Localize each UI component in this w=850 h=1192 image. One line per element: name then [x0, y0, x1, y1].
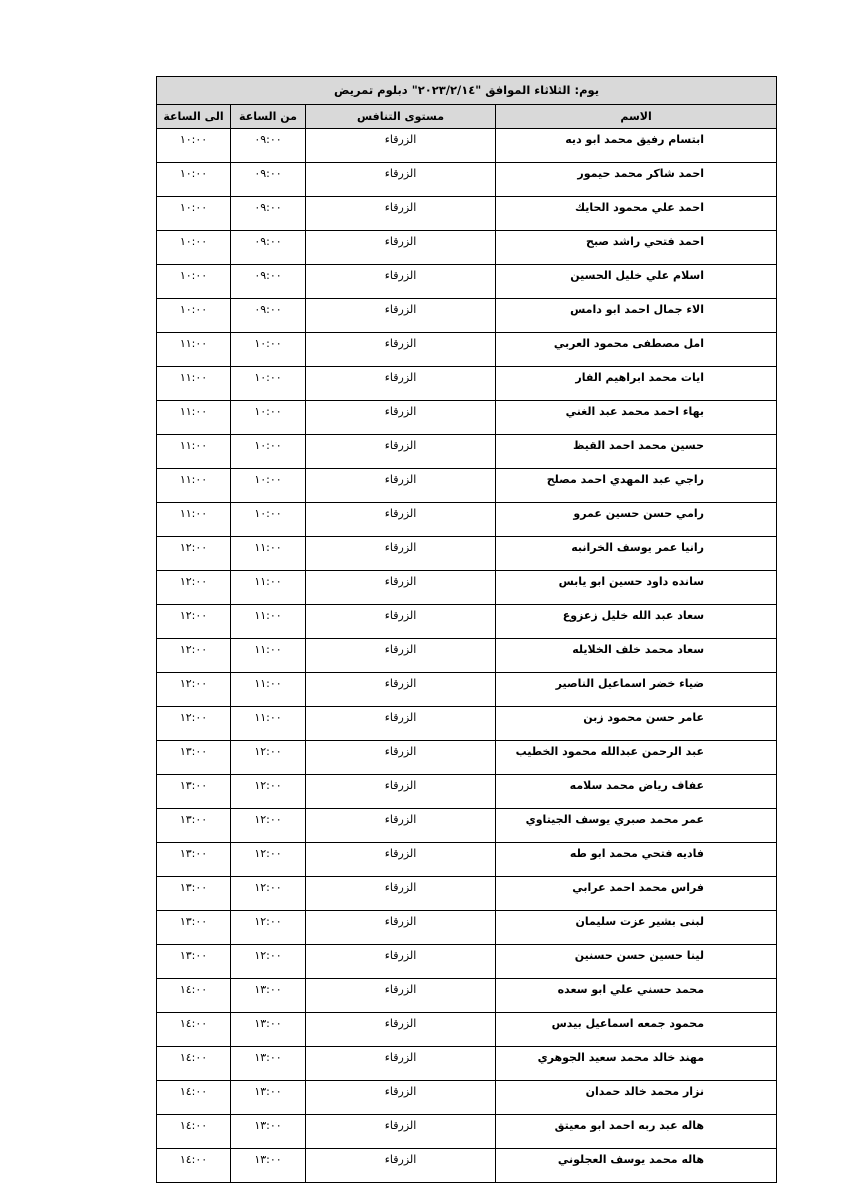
level-cell: الزرقاء: [306, 537, 496, 571]
to-time-cell: ١٢:٠٠: [157, 605, 231, 639]
name-cell: احمد علي محمود الحايك: [496, 197, 777, 231]
level-cell: الزرقاء: [306, 1115, 496, 1149]
level-cell: الزرقاء: [306, 673, 496, 707]
table-row: [157, 911, 777, 945]
name-cell: محمد حسني علي ابو سعده: [496, 979, 777, 1013]
from-time-cell: ١١:٠٠: [231, 673, 306, 707]
level-cell: الزرقاء: [306, 129, 496, 163]
to-time-cell: ١٤:٠٠: [157, 1081, 231, 1115]
from-time-cell: ١٠:٠٠: [231, 503, 306, 537]
to-time-cell: ١٢:٠٠: [157, 571, 231, 605]
to-time-cell: ١٣:٠٠: [157, 741, 231, 775]
from-time-cell: ١٠:٠٠: [231, 367, 306, 401]
name-cell: سانده داود حسين ابو يابس: [496, 571, 777, 605]
table-row: [157, 741, 777, 775]
to-time-cell: ١٣:٠٠: [157, 843, 231, 877]
name-cell: فراس محمد احمد عرابي: [496, 877, 777, 911]
level-cell: الزرقاء: [306, 775, 496, 809]
table-row: [157, 673, 777, 707]
to-time-cell: ١٠:٠٠: [157, 163, 231, 197]
level-cell: الزرقاء: [306, 1047, 496, 1081]
from-time-cell: ٠٩:٠٠: [231, 129, 306, 163]
name-cell: بهاء احمد محمد عبد الغني: [496, 401, 777, 435]
level-cell: الزرقاء: [306, 877, 496, 911]
name-cell: لبنى بشير عزت سليمان: [496, 911, 777, 945]
level-cell: الزرقاء: [306, 571, 496, 605]
level-cell: الزرقاء: [306, 231, 496, 265]
to-time-cell: ١٠:٠٠: [157, 299, 231, 333]
table-row: [157, 503, 777, 537]
from-time-cell: ١٣:٠٠: [231, 979, 306, 1013]
column-header-level: مستوى التنافس: [306, 105, 496, 129]
to-time-cell: ١٤:٠٠: [157, 1047, 231, 1081]
from-time-cell: ١١:٠٠: [231, 639, 306, 673]
table-row: [157, 605, 777, 639]
from-time-cell: ١٢:٠٠: [231, 809, 306, 843]
name-cell: سعاد محمد خلف الخلايله: [496, 639, 777, 673]
table-row: [157, 775, 777, 809]
table-row: [157, 231, 777, 265]
header-row: [157, 105, 777, 129]
name-cell: هاله محمد يوسف العجلوني: [496, 1149, 777, 1183]
name-cell: ابتسام رفيق محمد ابو ديه: [496, 129, 777, 163]
level-cell: الزرقاء: [306, 265, 496, 299]
column-header-from: من الساعة: [231, 105, 306, 129]
table-row: [157, 945, 777, 979]
name-cell: عفاف رياض محمد سلامه: [496, 775, 777, 809]
table-row: [157, 197, 777, 231]
table-row: [157, 469, 777, 503]
level-cell: الزرقاء: [306, 605, 496, 639]
name-cell: الاء جمال احمد ابو دامس: [496, 299, 777, 333]
table-row: [157, 639, 777, 673]
table-row: [157, 843, 777, 877]
table-row: [157, 537, 777, 571]
name-cell: محمود جمعه اسماعيل بيدس: [496, 1013, 777, 1047]
name-cell: حسين محمد احمد القيظ: [496, 435, 777, 469]
from-time-cell: ١١:٠٠: [231, 571, 306, 605]
to-time-cell: ١٤:٠٠: [157, 1115, 231, 1149]
level-cell: الزرقاء: [306, 1081, 496, 1115]
level-cell: الزرقاء: [306, 367, 496, 401]
table-row: [157, 1013, 777, 1047]
level-cell: الزرقاء: [306, 945, 496, 979]
level-cell: الزرقاء: [306, 333, 496, 367]
from-time-cell: ١١:٠٠: [231, 537, 306, 571]
to-time-cell: ١١:٠٠: [157, 469, 231, 503]
to-time-cell: ١٠:٠٠: [157, 231, 231, 265]
name-cell: عبد الرحمن عبدالله محمود الخطيب: [496, 741, 777, 775]
from-time-cell: ١٢:٠٠: [231, 945, 306, 979]
level-cell: الزرقاء: [306, 299, 496, 333]
name-cell: ضياء خضر اسماعيل الناصير: [496, 673, 777, 707]
level-cell: الزرقاء: [306, 809, 496, 843]
level-cell: الزرقاء: [306, 639, 496, 673]
name-cell: ايات محمد ابراهيم الفار: [496, 367, 777, 401]
table-row: [157, 1149, 777, 1183]
table-row: [157, 129, 777, 163]
schedule-table: [156, 76, 777, 1183]
level-cell: الزرقاء: [306, 163, 496, 197]
level-cell: الزرقاء: [306, 503, 496, 537]
name-cell: فاديه فتحي محمد ابو طه: [496, 843, 777, 877]
from-time-cell: ٠٩:٠٠: [231, 197, 306, 231]
table-row: [157, 1081, 777, 1115]
level-cell: الزرقاء: [306, 843, 496, 877]
to-time-cell: ١١:٠٠: [157, 367, 231, 401]
to-time-cell: ١٠:٠٠: [157, 265, 231, 299]
to-time-cell: ١١:٠٠: [157, 503, 231, 537]
schedule-sheet: [156, 76, 776, 1183]
table-row: [157, 435, 777, 469]
to-time-cell: ١١:٠٠: [157, 401, 231, 435]
from-time-cell: ١٠:٠٠: [231, 469, 306, 503]
from-time-cell: ٠٩:٠٠: [231, 231, 306, 265]
to-time-cell: ١٣:٠٠: [157, 877, 231, 911]
table-row: [157, 401, 777, 435]
table-body: [157, 129, 777, 1183]
level-cell: الزرقاء: [306, 401, 496, 435]
name-cell: راجي عبد المهدي احمد مصلح: [496, 469, 777, 503]
from-time-cell: ١٠:٠٠: [231, 435, 306, 469]
to-time-cell: ١٢:٠٠: [157, 707, 231, 741]
to-time-cell: ١٢:٠٠: [157, 639, 231, 673]
name-cell: لينا حسين حسن حسنين: [496, 945, 777, 979]
level-cell: الزرقاء: [306, 707, 496, 741]
table-row: [157, 809, 777, 843]
name-cell: عمر محمد صبري يوسف الجيتاوي: [496, 809, 777, 843]
name-cell: مهند خالد محمد سعيد الجوهري: [496, 1047, 777, 1081]
table-row: [157, 333, 777, 367]
level-cell: الزرقاء: [306, 435, 496, 469]
table-row: [157, 299, 777, 333]
name-cell: رامي حسن حسين عمرو: [496, 503, 777, 537]
name-cell: نزار محمد خالد حمدان: [496, 1081, 777, 1115]
from-time-cell: ١٠:٠٠: [231, 333, 306, 367]
name-cell: احمد فتحي راشد صبح: [496, 231, 777, 265]
name-cell: رانيا عمر يوسف الخرانبه: [496, 537, 777, 571]
to-time-cell: ١٤:٠٠: [157, 1149, 231, 1183]
level-cell: الزرقاء: [306, 469, 496, 503]
to-time-cell: ١٢:٠٠: [157, 537, 231, 571]
from-time-cell: ١٠:٠٠: [231, 401, 306, 435]
table-row: [157, 979, 777, 1013]
to-time-cell: ١٢:٠٠: [157, 673, 231, 707]
level-cell: الزرقاء: [306, 197, 496, 231]
table-row: [157, 571, 777, 605]
to-time-cell: ١٠:٠٠: [157, 129, 231, 163]
to-time-cell: ١١:٠٠: [157, 333, 231, 367]
to-time-cell: ١٠:٠٠: [157, 197, 231, 231]
to-time-cell: ١٣:٠٠: [157, 911, 231, 945]
to-time-cell: ١١:٠٠: [157, 435, 231, 469]
to-time-cell: ١٣:٠٠: [157, 945, 231, 979]
name-cell: امل مصطفى محمود العربي: [496, 333, 777, 367]
from-time-cell: ٠٩:٠٠: [231, 265, 306, 299]
from-time-cell: ١٣:٠٠: [231, 1013, 306, 1047]
to-time-cell: ١٤:٠٠: [157, 979, 231, 1013]
name-cell: احمد شاكر محمد حيمور: [496, 163, 777, 197]
name-cell: اسلام علي خليل الحسين: [496, 265, 777, 299]
name-cell: سعاد عبد الله خليل زعزوع: [496, 605, 777, 639]
table-row: [157, 707, 777, 741]
from-time-cell: ١٣:٠٠: [231, 1149, 306, 1183]
level-cell: الزرقاء: [306, 979, 496, 1013]
to-time-cell: ١٣:٠٠: [157, 809, 231, 843]
table-title-row: [157, 77, 777, 105]
from-time-cell: ١٢:٠٠: [231, 741, 306, 775]
from-time-cell: ١١:٠٠: [231, 605, 306, 639]
from-time-cell: ٠٩:٠٠: [231, 299, 306, 333]
from-time-cell: ١٣:٠٠: [231, 1115, 306, 1149]
level-cell: الزرقاء: [306, 1013, 496, 1047]
from-time-cell: ١١:٠٠: [231, 707, 306, 741]
column-header-name: الاسم: [496, 105, 777, 129]
name-cell: هاله عبد ربه احمد ابو معيتق: [496, 1115, 777, 1149]
table-row: [157, 367, 777, 401]
table-row: [157, 265, 777, 299]
from-time-cell: ٠٩:٠٠: [231, 163, 306, 197]
table-row: [157, 163, 777, 197]
table-row: [157, 1115, 777, 1149]
from-time-cell: ١٢:٠٠: [231, 877, 306, 911]
level-cell: الزرقاء: [306, 741, 496, 775]
to-time-cell: ١٣:٠٠: [157, 775, 231, 809]
from-time-cell: ١٣:٠٠: [231, 1047, 306, 1081]
from-time-cell: ١٣:٠٠: [231, 1081, 306, 1115]
table-row: [157, 877, 777, 911]
to-time-cell: ١٤:٠٠: [157, 1013, 231, 1047]
from-time-cell: ١٢:٠٠: [231, 843, 306, 877]
from-time-cell: ١٢:٠٠: [231, 911, 306, 945]
level-cell: الزرقاء: [306, 1149, 496, 1183]
name-cell: عامر حسن محمود زبن: [496, 707, 777, 741]
level-cell: الزرقاء: [306, 911, 496, 945]
table-row: [157, 1047, 777, 1081]
column-header-to: الى الساعة: [157, 105, 231, 129]
from-time-cell: ١٢:٠٠: [231, 775, 306, 809]
table-title: يوم: الثلاثاء الموافق "٢٠٢٣/٢/١٤" دبلوم تمريض: [157, 77, 777, 105]
